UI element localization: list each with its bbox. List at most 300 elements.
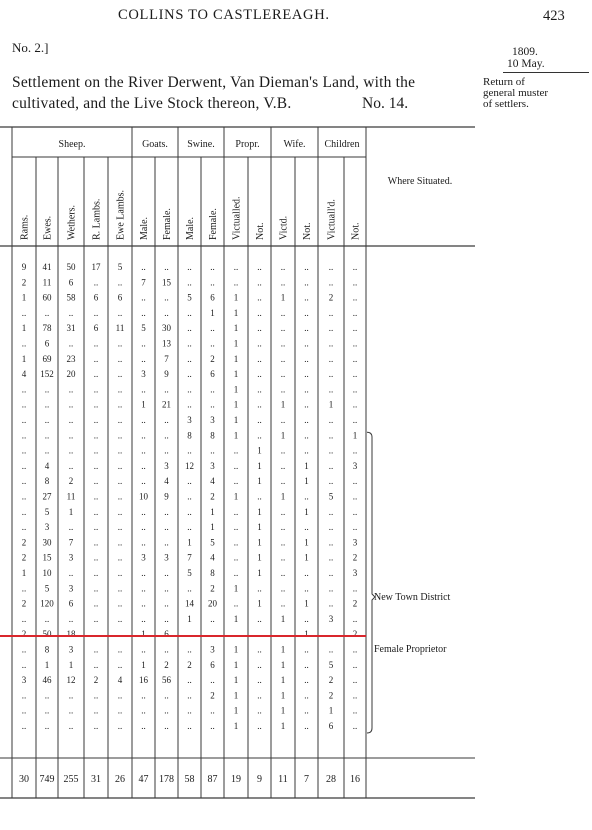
table-cell: .. bbox=[164, 415, 169, 425]
table-cell: 8 bbox=[187, 430, 192, 441]
table-cell: .. bbox=[352, 353, 358, 364]
table-cell: .. bbox=[187, 690, 192, 701]
table-cell: 58 bbox=[66, 292, 76, 303]
table-cell: .. bbox=[164, 705, 169, 716]
table-cell: .. bbox=[164, 568, 169, 578]
table-cell: .. bbox=[117, 445, 123, 456]
table-cell: .. bbox=[257, 675, 262, 686]
table-cell: .. bbox=[280, 338, 286, 349]
table-cell: .. bbox=[257, 644, 262, 655]
table-cell: 11 bbox=[115, 323, 125, 334]
table-cell: .. bbox=[141, 262, 146, 272]
table-cell: .. bbox=[233, 277, 239, 288]
table-cell: 20 bbox=[66, 369, 76, 380]
table-cell: 3 bbox=[352, 460, 358, 471]
table-cell: 6 bbox=[164, 629, 169, 640]
group-header-wife: Wife. bbox=[283, 139, 306, 150]
table-cell: .. bbox=[117, 353, 123, 364]
table-cell: 4 bbox=[210, 476, 215, 487]
table-cell: 6 bbox=[328, 721, 334, 731]
table-cell: .. bbox=[68, 721, 74, 731]
table-cell: .. bbox=[210, 445, 215, 456]
table-cell: .. bbox=[117, 399, 123, 410]
table-cell: .. bbox=[141, 430, 146, 441]
table-cell: .. bbox=[304, 277, 309, 288]
table-cell: .. bbox=[141, 537, 146, 548]
table-cell: .. bbox=[117, 721, 123, 731]
table-cell: .. bbox=[304, 430, 309, 441]
table-cell: 6 bbox=[210, 659, 215, 670]
table-cell: .. bbox=[210, 721, 215, 731]
table-cell: 5 bbox=[328, 659, 334, 670]
table-cell: .. bbox=[93, 613, 99, 624]
table-cell: .. bbox=[68, 445, 74, 456]
table-cell: .. bbox=[187, 399, 192, 410]
table-cell: .. bbox=[280, 583, 286, 594]
table-cell: .. bbox=[21, 644, 27, 655]
table-cell: .. bbox=[187, 338, 192, 349]
table-cell: 1 bbox=[233, 721, 239, 731]
table-cell: .. bbox=[233, 629, 239, 640]
table-cell: .. bbox=[328, 430, 334, 441]
table-cell: .. bbox=[187, 644, 192, 655]
table-cell: 1 bbox=[280, 613, 286, 624]
table-cell: .. bbox=[187, 491, 192, 502]
table-cell: 1 bbox=[187, 613, 192, 624]
table-cell: 1 bbox=[304, 506, 309, 517]
total-cell: 178 bbox=[159, 774, 174, 785]
table-cell: .. bbox=[187, 506, 192, 517]
table-cell: .. bbox=[233, 598, 239, 609]
table-cell: .. bbox=[352, 522, 358, 533]
table-cell: .. bbox=[210, 262, 215, 272]
table-cell: .. bbox=[257, 292, 262, 303]
table-cell: 7 bbox=[187, 552, 192, 563]
table-cell: 3 bbox=[141, 552, 146, 563]
table-cell: 2 bbox=[210, 583, 215, 594]
table-cell: .. bbox=[93, 369, 99, 380]
table-cell: 1 bbox=[233, 675, 239, 686]
table-cell: .. bbox=[352, 491, 358, 502]
table-cell: .. bbox=[93, 491, 99, 502]
table-cell: 1 bbox=[257, 598, 262, 609]
table-cell: 1 bbox=[233, 369, 239, 380]
table-cell: .. bbox=[164, 721, 169, 731]
table-cell: .. bbox=[187, 721, 192, 731]
table-cell: 1 bbox=[233, 705, 239, 716]
table-cell: .. bbox=[44, 721, 50, 731]
column-header: Victd. bbox=[278, 215, 290, 240]
table-cell: 3 bbox=[21, 675, 27, 686]
table-cell: .. bbox=[187, 476, 192, 487]
running-head: COLLINS TO CASTLEREAGH. bbox=[118, 7, 330, 23]
table-cell: .. bbox=[210, 629, 215, 640]
table-cell: .. bbox=[44, 384, 50, 395]
table-cell: 1 bbox=[257, 476, 262, 487]
table-cell: .. bbox=[352, 277, 358, 288]
table-cell: .. bbox=[141, 307, 146, 318]
column-header: Ewe Lambs. bbox=[115, 190, 127, 240]
table-cell: .. bbox=[117, 277, 123, 288]
table-cell: .. bbox=[280, 598, 286, 609]
table-cell: 1 bbox=[210, 506, 215, 517]
table-cell: .. bbox=[164, 537, 169, 548]
document-number: No. 2.] bbox=[12, 40, 49, 55]
table-cell: .. bbox=[304, 353, 309, 364]
table-cell: .. bbox=[352, 369, 358, 380]
table-cell: .. bbox=[21, 445, 27, 456]
table-cell: .. bbox=[117, 629, 123, 640]
table-cell: 3 bbox=[210, 460, 215, 471]
table-cell: .. bbox=[68, 430, 74, 441]
table-cell: 1 bbox=[233, 415, 239, 425]
table-cell: 1 bbox=[233, 384, 239, 395]
table-cell: .. bbox=[93, 460, 99, 471]
side-note-line: Return of bbox=[483, 76, 525, 88]
date-day: 10 May. bbox=[507, 58, 545, 70]
table-cell: .. bbox=[352, 415, 358, 425]
table-cell: .. bbox=[280, 476, 286, 487]
table-cell: .. bbox=[187, 445, 192, 456]
table-cell: .. bbox=[93, 598, 99, 609]
table-cell: .. bbox=[257, 277, 262, 288]
table-cell: 41 bbox=[42, 262, 52, 272]
table-cell: .. bbox=[21, 399, 27, 410]
table-cell: .. bbox=[93, 384, 99, 395]
group-header-children: Children bbox=[324, 139, 360, 150]
table-cell: .. bbox=[352, 705, 358, 716]
table-cell: .. bbox=[93, 399, 99, 410]
table-cell: 30 bbox=[42, 537, 52, 548]
table-cell: 1 bbox=[257, 522, 262, 533]
column-header: Not. bbox=[255, 222, 266, 240]
table-cell: .. bbox=[117, 552, 123, 563]
table-cell: .. bbox=[21, 307, 27, 318]
table-cell: .. bbox=[257, 262, 262, 272]
table-cell: 1 bbox=[233, 353, 239, 364]
table-cell: 2 bbox=[210, 491, 215, 502]
table-cell: .. bbox=[141, 506, 146, 517]
table-cell: .. bbox=[257, 659, 262, 670]
table-cell: .. bbox=[328, 522, 334, 533]
table-cell: 78 bbox=[42, 323, 52, 334]
table-cell: .. bbox=[164, 506, 169, 517]
table-cell: .. bbox=[280, 415, 286, 425]
table-cell: .. bbox=[187, 369, 192, 380]
table-cell: .. bbox=[304, 415, 309, 425]
table-cell: 14 bbox=[185, 598, 194, 609]
table-cell: 1 bbox=[233, 583, 239, 594]
table-cell: 2 bbox=[21, 552, 27, 563]
table-cell: .. bbox=[187, 705, 192, 716]
table-cell: .. bbox=[187, 384, 192, 395]
table-cell: .. bbox=[304, 522, 309, 533]
total-cell: 87 bbox=[207, 774, 218, 785]
table-cell: .. bbox=[328, 338, 334, 349]
table-cell: .. bbox=[328, 644, 334, 655]
table-cell: .. bbox=[280, 460, 286, 471]
table-cell: .. bbox=[304, 491, 309, 502]
table-cell: .. bbox=[117, 659, 123, 670]
table-cell: 1 bbox=[233, 613, 239, 624]
table-cell: .. bbox=[328, 353, 334, 364]
table-cell: 1 bbox=[280, 491, 286, 502]
table-cell: .. bbox=[352, 338, 358, 349]
table-cell: .. bbox=[352, 399, 358, 410]
table-cell: 6 bbox=[68, 277, 74, 288]
table-cell: .. bbox=[233, 522, 239, 533]
table-cell: 50 bbox=[66, 262, 76, 272]
table-cell: .. bbox=[233, 537, 239, 548]
table-cell: .. bbox=[68, 613, 74, 624]
table-cell: 1 bbox=[233, 491, 239, 502]
table-cell: .. bbox=[210, 323, 215, 334]
table-cell: 1 bbox=[257, 506, 262, 517]
table-cell: 27 bbox=[42, 491, 52, 502]
table-cell: .. bbox=[328, 460, 334, 471]
table-cell: .. bbox=[328, 629, 334, 640]
table-cell: .. bbox=[233, 460, 239, 471]
table-cell: 31 bbox=[66, 323, 76, 334]
table-cell: 4 bbox=[117, 675, 123, 686]
table-cell: 1 bbox=[257, 460, 262, 471]
table-cell: .. bbox=[257, 399, 262, 410]
table-cell: .. bbox=[68, 384, 74, 395]
table-cell: 1 bbox=[44, 659, 50, 670]
table-cell: .. bbox=[352, 292, 358, 303]
table-cell: 1 bbox=[233, 659, 239, 670]
table-cell: .. bbox=[164, 598, 169, 609]
table-cell: .. bbox=[164, 262, 169, 272]
table-cell: .. bbox=[304, 323, 309, 334]
table-cell: .. bbox=[352, 445, 358, 456]
district-bracket bbox=[367, 432, 375, 733]
table-cell: .. bbox=[328, 384, 334, 395]
table-cell: 2 bbox=[164, 659, 169, 670]
table-cell: .. bbox=[257, 323, 262, 334]
table-cell: .. bbox=[352, 690, 358, 701]
column-header: Victuall'd. bbox=[326, 199, 338, 240]
table-cell: .. bbox=[93, 415, 99, 425]
table-cell: .. bbox=[21, 491, 27, 502]
table-cell: .. bbox=[257, 690, 262, 701]
table-cell: .. bbox=[141, 445, 146, 456]
column-header: Not. bbox=[302, 222, 313, 240]
table-cell: .. bbox=[93, 537, 99, 548]
table-cell: 1 bbox=[328, 705, 334, 716]
table-cell: .. bbox=[352, 476, 358, 487]
column-header: Female. bbox=[208, 208, 219, 240]
table-cell: 152 bbox=[40, 369, 54, 380]
group-header-propr: Propr. bbox=[235, 139, 260, 150]
table-cell: .. bbox=[328, 323, 334, 334]
table-cell: 6 bbox=[210, 292, 215, 303]
column-header: Wethers. bbox=[66, 204, 78, 240]
table-cell: .. bbox=[328, 277, 334, 288]
table-cell: .. bbox=[257, 430, 262, 441]
female-proprietor-label: Female Proprietor bbox=[374, 644, 447, 655]
total-cell: 31 bbox=[91, 774, 101, 785]
table-cell: .. bbox=[68, 338, 74, 349]
table-cell: 7 bbox=[141, 277, 146, 288]
table-cell: .. bbox=[68, 522, 74, 533]
table-cell: .. bbox=[328, 307, 334, 318]
table-cell: 3 bbox=[210, 415, 215, 425]
table-cell: .. bbox=[117, 506, 123, 517]
total-cell: 26 bbox=[115, 774, 125, 785]
table-cell: .. bbox=[304, 675, 309, 686]
table-cell: .. bbox=[93, 445, 99, 456]
table-cell: .. bbox=[257, 307, 262, 318]
table-cell: 3 bbox=[68, 583, 74, 594]
table-cell: .. bbox=[93, 506, 99, 517]
table-cell: .. bbox=[187, 353, 192, 364]
table-cell: 50 bbox=[42, 629, 52, 640]
table-cell: .. bbox=[21, 476, 27, 487]
table-cell: .. bbox=[117, 338, 123, 349]
group-header-goats: Goats. bbox=[142, 139, 168, 150]
table-cell: .. bbox=[44, 690, 50, 701]
table-cell: 3 bbox=[141, 369, 146, 380]
table-cell: .. bbox=[304, 384, 309, 395]
table-cell: .. bbox=[280, 369, 286, 380]
table-cell: 1 bbox=[21, 568, 27, 578]
table-cell: .. bbox=[257, 338, 262, 349]
table-cell: .. bbox=[93, 307, 99, 318]
table-cell: 1 bbox=[280, 690, 286, 701]
column-header: Not. bbox=[350, 222, 362, 240]
table-cell: 1 bbox=[233, 399, 239, 410]
table-cell: 1 bbox=[280, 399, 286, 410]
table-cell: 3 bbox=[352, 568, 358, 578]
table-cell: 2 bbox=[328, 690, 334, 701]
table-cell: .. bbox=[257, 384, 262, 395]
table-cell: 3 bbox=[210, 644, 215, 655]
table-cell: .. bbox=[257, 491, 262, 502]
table-cell: .. bbox=[164, 583, 169, 594]
table-cell: .. bbox=[304, 369, 309, 380]
table-cell: 1 bbox=[68, 659, 74, 670]
table-cell: .. bbox=[280, 537, 286, 548]
table-cell: .. bbox=[93, 522, 99, 533]
table-cell: .. bbox=[328, 445, 334, 456]
table-cell: .. bbox=[141, 583, 146, 594]
group-header-swine: Swine. bbox=[187, 139, 215, 150]
table-cell: .. bbox=[141, 415, 146, 425]
table-cell: 21 bbox=[162, 399, 171, 410]
table-cell: .. bbox=[257, 415, 262, 425]
table-cell: 1 bbox=[21, 353, 27, 364]
table-cell: .. bbox=[304, 721, 309, 731]
table-cell: .. bbox=[280, 552, 286, 563]
table-cell: .. bbox=[352, 323, 358, 334]
table-cell: .. bbox=[68, 460, 74, 471]
table-cell: 20 bbox=[208, 598, 217, 609]
table-cell: 11 bbox=[66, 491, 76, 502]
table-cell: 1 bbox=[233, 338, 239, 349]
table-cell: 3 bbox=[44, 522, 50, 533]
total-cell: 9 bbox=[257, 774, 262, 785]
title-line-1: Settlement on the River Derwent, Van Dieman's Land, with the bbox=[12, 74, 416, 91]
table-cell: 1 bbox=[257, 537, 262, 548]
table-cell: 2 bbox=[21, 277, 27, 288]
table-cell: 5 bbox=[44, 583, 50, 594]
table-cell: .. bbox=[210, 384, 215, 395]
table-cell: .. bbox=[21, 506, 27, 517]
column-header: Ewes. bbox=[42, 215, 54, 240]
table-cell: .. bbox=[352, 675, 358, 686]
table-cell: .. bbox=[304, 292, 309, 303]
table-cell: .. bbox=[257, 353, 262, 364]
table-cell: 1 bbox=[21, 292, 27, 303]
table-cell: .. bbox=[233, 568, 239, 578]
table-cell: 8 bbox=[44, 644, 50, 655]
table-cell: .. bbox=[352, 613, 358, 624]
table-cell: 10 bbox=[42, 568, 52, 578]
table-cell: .. bbox=[93, 568, 99, 578]
table-cell: .. bbox=[328, 583, 334, 594]
table-cell: .. bbox=[93, 659, 99, 670]
table-cell: 6 bbox=[93, 323, 99, 334]
table-cell: 1 bbox=[304, 552, 309, 563]
table-cell: .. bbox=[187, 323, 192, 334]
table-cell: 1 bbox=[187, 537, 192, 548]
side-note-line: of settlers. bbox=[483, 98, 529, 110]
table-cell: 1 bbox=[280, 644, 286, 655]
table-cell: .. bbox=[44, 415, 50, 425]
table-cell: .. bbox=[328, 262, 334, 272]
table-cell: 46 bbox=[42, 675, 52, 686]
table-cell: .. bbox=[141, 613, 146, 624]
table-cell: .. bbox=[44, 430, 50, 441]
table-cell: .. bbox=[141, 460, 146, 471]
table-cell: .. bbox=[141, 721, 146, 731]
table-cell: 2 bbox=[210, 353, 215, 364]
table-cell: .. bbox=[233, 552, 239, 563]
table-cell: .. bbox=[304, 307, 309, 318]
table-cell: 6 bbox=[44, 338, 50, 349]
table-cell: 5 bbox=[44, 506, 50, 517]
table-cell: .. bbox=[164, 613, 169, 624]
table-cell: .. bbox=[257, 369, 262, 380]
table-cell: .. bbox=[117, 460, 123, 471]
table-cell: .. bbox=[304, 262, 309, 272]
table-cell: .. bbox=[21, 659, 27, 670]
table-cell: .. bbox=[21, 522, 27, 533]
table-cell: .. bbox=[21, 613, 27, 624]
total-cell: 7 bbox=[304, 774, 309, 785]
total-cell: 749 bbox=[39, 774, 55, 785]
table-cell: .. bbox=[93, 629, 99, 640]
table-cell: .. bbox=[210, 399, 215, 410]
table-cell: .. bbox=[141, 705, 146, 716]
table-cell: 9 bbox=[164, 369, 169, 380]
table-cell: .. bbox=[257, 583, 262, 594]
table-cell: 12 bbox=[185, 460, 194, 471]
group-header-sheep: Sheep. bbox=[58, 139, 86, 150]
table-cell: .. bbox=[68, 415, 74, 425]
table-cell: .. bbox=[93, 690, 99, 701]
table-cell: 1 bbox=[141, 399, 146, 410]
table-cell: 5 bbox=[187, 292, 192, 303]
table-cell: .. bbox=[280, 277, 286, 288]
table-cell: 69 bbox=[42, 353, 52, 364]
table-cell: 5 bbox=[328, 491, 334, 502]
table-cell: .. bbox=[21, 338, 27, 349]
column-header: Victualled. bbox=[231, 196, 243, 240]
column-header: Female. bbox=[162, 208, 173, 240]
table-cell: .. bbox=[257, 705, 262, 716]
